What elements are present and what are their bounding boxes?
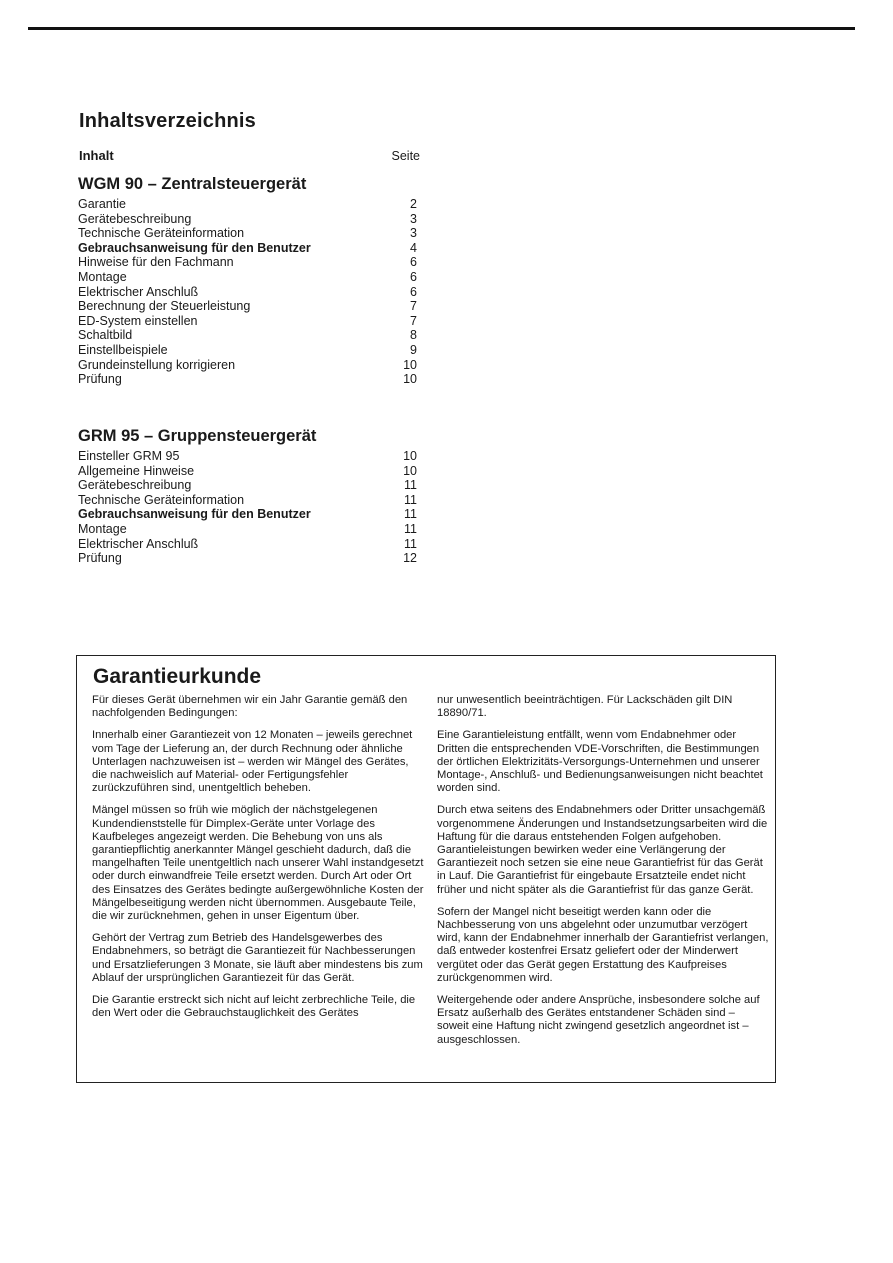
toc-entry-label: Schaltbild [78, 328, 133, 343]
toc-entry-label: Hinweise für den Fachmann [78, 255, 234, 270]
toc-entry-page: 10 [403, 449, 417, 463]
toc-entry [78, 493, 419, 508]
toc-entry [78, 372, 419, 387]
toc-title: Inhaltsverzeichnis [79, 110, 256, 132]
toc-entry-label: Grundeinstellung korrigieren [78, 357, 236, 372]
toc-entry-label: Technische Geräteinformation [78, 226, 245, 241]
toc-entry-page: 2 [410, 197, 417, 211]
toc-entry [78, 255, 419, 270]
toc-entry [78, 537, 419, 552]
toc-entry-label: ED-System einstellen [78, 313, 198, 328]
warranty-paragraph: Sofern der Mangel nicht beseitigt werden kann oder die Nachbesserung von uns abgelehnt oder unzumutbar verzögert wird, kann der Endabnehmer innerhalb der Garantiefrist verlangen, daß entweder kostenfrei Ersatz geliefert oder der Minderwert vergütet oder das Gerät gegen Erstattung des Kaufpreises zurückgenommen wird. [437, 905, 769, 984]
toc-entry-page: 11 [404, 492, 417, 507]
toc-page-label: Seite [391, 149, 420, 163]
toc-entry-label: Gerätebeschreibung [78, 478, 192, 493]
toc-entry-label: Allgemeine Hinweise [78, 463, 195, 478]
toc-entry-page: 4 [410, 240, 417, 255]
toc-entry-label: Prüfung [78, 372, 122, 387]
toc-entry [78, 522, 419, 537]
toc-entry [78, 197, 419, 212]
toc-entry-page: 3 [410, 211, 417, 226]
warranty-paragraph: Gehört der Vertrag zum Betrieb des Handelsgewerbes des Endabnehmers, so beträgt die Garantiezeit für Nachbesserungen und Ersatzlieferungen 3 Monate, sie läuft aber mindestens bis zum Ablauf der ursprünglichen Garantiezeit für das Gerät. [92, 932, 423, 984]
toc-entry-label: Technische Geräteinformation [78, 492, 245, 507]
toc-entry-page: 8 [410, 328, 417, 343]
toc-entry-label: Montage [78, 269, 127, 284]
warranty-paragraph: Die Garantie erstreckt sich nicht auf leicht zerbrechliche Teile, die den Wert oder die Gebrauchstauglichkeit des Gerätes [92, 994, 416, 1020]
toc-entry-page: 11 [404, 521, 417, 536]
toc-entry [78, 551, 419, 566]
toc-entry [78, 314, 419, 329]
warranty-paragraph: Mängel müssen so früh wie möglich der nächstgelegenen Kundendienststelle für Dimplex-Geräte unter Vorlage des Kaufbeleges angezeigt werden. Die Behebung von uns als garantiepflichtig anerkannter Mängel geschieht dadurch, daß die mangelhaften Teile unentgeltlich nach unserer Wahl instandgesetzt oder durch einwandfreie Teile ersetzt werden. Durch Art oder Ort des Einsatzes des Gerätes bedingte außergewöhnliche Kosten der Mängelbeseitigung werden nicht übernommen. Ausgebaute Teile, die wir zurücknehmen, gehen in unser Eigentum über. [92, 804, 424, 923]
warranty-paragraph: Innerhalb einer Garantiezeit von 12 Monaten – jeweils gerechnet vom Tage der Lieferung an, der durch Rechnung oder ähnliche Unterlagen nachzuweisen ist – werden wir Mängel des Gerätes, die nachweislich auf Material- oder Fertigungsfehler zurückzuführen sind, unentgeltlich beheben. [92, 729, 413, 795]
toc-entry [78, 270, 419, 285]
toc-content-label: Inhalt [79, 148, 114, 163]
toc-entry [78, 328, 419, 343]
toc-entry-page: 7 [410, 313, 417, 328]
toc-entry [78, 241, 419, 256]
toc-entry-page: 3 [410, 226, 417, 241]
warranty-title: Garantieurkunde [93, 665, 262, 688]
toc-entry-page: 6 [410, 255, 417, 270]
toc-entry-label: Elektrischer Anschluß [78, 284, 199, 299]
toc-entry [78, 478, 419, 493]
toc-entry [78, 299, 419, 314]
toc-entry-label: Einstellbeispiele [78, 342, 168, 357]
warranty-right-column [437, 694, 769, 1056]
toc-entry [78, 449, 419, 464]
toc-entry-label: Gebrauchsanweisung für den Benutzer [78, 240, 311, 255]
toc-entry-page: 6 [410, 284, 417, 299]
toc-entry [78, 226, 419, 241]
toc-entry-label: Prüfung [78, 551, 122, 566]
toc-entry-page: 10 [403, 372, 417, 387]
toc-list-wgm90 [78, 197, 419, 387]
warranty-paragraph: Für dieses Gerät übernehmen wir ein Jahr Garantie gemäß den nachfolgenden Bedingungen: [92, 694, 408, 720]
section-title-grm95: GRM 95 – Gruppensteuergerät [78, 427, 317, 445]
toc-list-grm95 [78, 449, 419, 566]
toc-entry [78, 212, 419, 227]
toc-entry-page: 11 [404, 478, 417, 493]
warranty-paragraph: Eine Garantieleistung entfällt, wenn vom Endabnehmer oder Dritten die entsprechenden VDE-Vorschriften, die Bestimmungen der örtlichen Elektrizitäts-Versorgungs-Unternehmen und unserer Montage-, Anschluß- und Bedienungsanweisungen nicht beachtet worden sind. [437, 729, 763, 795]
toc-entry-label: Gebrauchsanweisung für den Benutzer [78, 507, 311, 522]
toc-entry [78, 507, 419, 522]
toc-entry-page: 6 [410, 269, 417, 284]
toc-entry-page: 10 [403, 357, 417, 372]
top-rule [28, 27, 855, 30]
toc-entry-page: 7 [410, 299, 417, 314]
toc-entry-label: Elektrischer Anschluß [78, 536, 199, 551]
toc-entry-page: 11 [404, 507, 417, 522]
warranty-left-column [92, 694, 424, 1029]
toc-entry-label: Berechnung der Steuerleistung [78, 299, 251, 314]
warranty-paragraph: Durch etwa seitens des Endabnehmers oder Dritter unsachgemäß vorgenommene Änderungen und Instandsetzungsarbeiten wird die Haftung für die daraus entstehenden Folgen aufgehoben. Garantieleistungen bewirken weder eine Verlängerung der Garantiezeit noch setzen sie eine neue Garantiefrist für das Gerät in Lauf. Die Garantiefrist für eingebaute Ersatzteile endet nicht früher und nicht später als die Garantiefrist für das ganze Gerät. [437, 804, 768, 896]
toc-entry-page: 9 [410, 342, 417, 357]
toc-entry-label: Einsteller GRM 95 [78, 449, 180, 463]
toc-entry-label: Gerätebeschreibung [78, 211, 192, 226]
warranty-paragraph: Weitergehende oder andere Ansprüche, insbesondere solche auf Ersatz außerhalb des Gerätes entstandener Schäden sind – soweit eine Haftung nicht zwingend gesetzlich angeordnet ist – ausgeschlossen. [437, 994, 760, 1046]
toc-entry-page: 12 [403, 551, 417, 566]
toc-entry [78, 358, 419, 373]
toc-entry-page: 10 [403, 463, 417, 478]
toc-entry [78, 464, 419, 479]
warranty-certificate [76, 655, 776, 1083]
toc-entry-label: Garantie [78, 197, 126, 211]
section-title-wgm90: WGM 90 – Zentralsteuergerät [78, 175, 307, 193]
warranty-paragraph: nur unwesentlich beeinträchtigen. Für Lackschäden gilt DIN 18890/71. [437, 694, 733, 720]
toc-entry-page: 11 [404, 536, 417, 551]
toc-header [79, 148, 420, 163]
toc-entry [78, 343, 419, 358]
toc-entry-label: Montage [78, 521, 127, 536]
toc-entry [78, 285, 419, 300]
